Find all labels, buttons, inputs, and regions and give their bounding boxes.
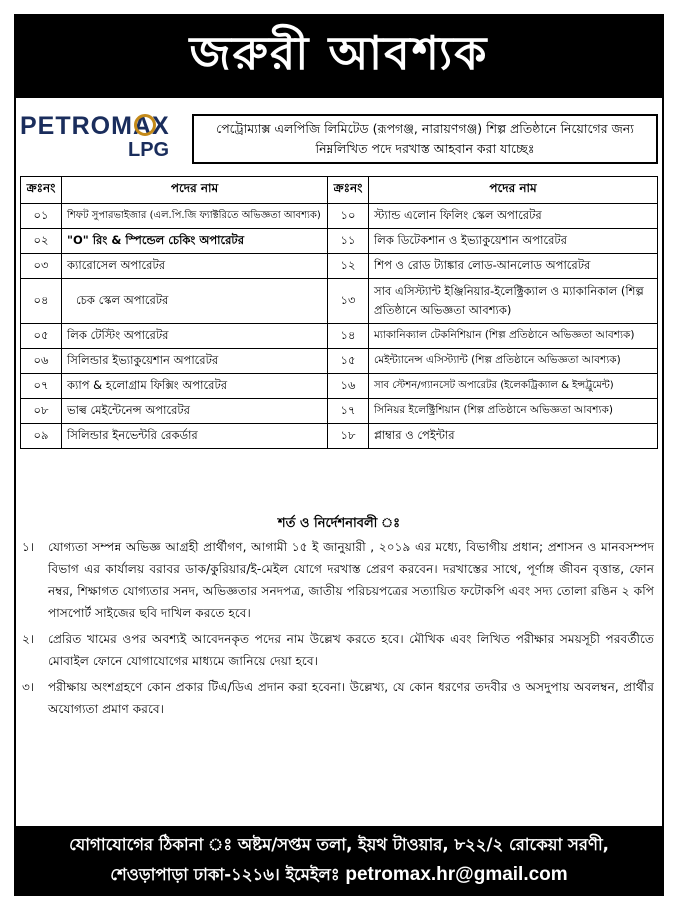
position-cell: "O" রিং & স্পিন্ডেল চেকিং অপারেটর bbox=[62, 229, 328, 254]
position-cell: শিফট সুপারভাইজার (এল.পি.জি ফ্যাক্টরিতে অভিজ্ঞতা আবশ্যক) bbox=[62, 204, 328, 229]
company-logo bbox=[20, 112, 188, 162]
sn-cell: ১৮ bbox=[328, 424, 369, 449]
conditions-title: শর্ত ও নির্দেশনাবলী ঃ bbox=[277, 516, 401, 531]
table-row bbox=[21, 254, 658, 279]
header-sn-left: ক্রঃনং bbox=[21, 177, 62, 204]
table-row bbox=[21, 279, 658, 324]
condition-text: পরীক্ষায় অংশগ্রহণে কোন প্রকার টিএ/ডিএ প্রদান করা হবেনা। উল্লেখ্য, যে কোন ধরণের তদবীর ও অসদুপায় অবলম্বন, প্রার্থীর অযোগ্যতা প্রমাণ করবে। bbox=[48, 680, 654, 716]
position-cell: ক্যারোসেল অপারেটর bbox=[62, 254, 328, 279]
position-cell: লিক টেস্টিং অপারেটর bbox=[62, 324, 328, 349]
contact-address-line: যোগাযোগের ঠিকানা ঃ অষ্টম/সপ্তম তলা, ইয়থ টাওয়ার, ৮২২/২ রোকেয়া সরণী, bbox=[69, 835, 609, 854]
table-row bbox=[21, 204, 658, 229]
sn-cell: ০৩ bbox=[21, 254, 62, 279]
header-banner bbox=[16, 16, 662, 98]
conditions-list bbox=[22, 536, 654, 724]
position-cell: সিলিন্ডার ইভ্যাকুয়েশান অপারেটর bbox=[62, 349, 328, 374]
sn-cell: ১৬ bbox=[328, 374, 369, 399]
table-row bbox=[21, 349, 658, 374]
sn-cell: ১০ bbox=[328, 204, 369, 229]
sn-cell: ১৫ bbox=[328, 349, 369, 374]
table-row bbox=[21, 374, 658, 399]
contact-email-link[interactable]: petromax.hr@gmail.com bbox=[345, 864, 568, 885]
position-cell: সাব এসিস্ট্যান্ট ইঞ্জিনিয়ার-ইলেক্ট্রিক্যাল ও ম্যাকানিকাল (শিল্প প্রতিষ্ঠানে অভিজ্ঞতা আবশ্যক) bbox=[369, 279, 658, 324]
sn-cell: ১৩ bbox=[328, 279, 369, 324]
position-cell: চেক স্কেল অপারেটর bbox=[62, 279, 328, 324]
condition-item bbox=[22, 536, 654, 624]
sn-cell: ০২ bbox=[21, 229, 62, 254]
table-header-row bbox=[21, 177, 658, 204]
table-row bbox=[21, 424, 658, 449]
logo-main-text: PETROMAX bbox=[20, 112, 170, 140]
condition-number: ২। bbox=[22, 632, 35, 646]
sn-cell: ০৪ bbox=[21, 279, 62, 324]
sn-cell: ১২ bbox=[328, 254, 369, 279]
condition-text: যোগ্যতা সম্পন্ন অভিজ্ঞ আগ্রহী প্রার্থীগণ, আগামী ১৫ ই জানুয়ারী , ২০১৯ এর মধ্যে, বিভাগীয় প্রধান; প্রশাসন ও মানবসম্পদ বিভাগ এর কার্যালয় বরাবর ডাক/কুরিয়ার/ই-মেইল যোগে দরখাস্ত প্রেরণ করবেন। দরখাস্তের সাথে, পূর্ণাঙ্গ জীবন বৃত্তান্ত, ফোন নম্বর, শিক্ষাগত যোগ্যতার সনদ, অভিজ্ঞতার সনদপত্র, জাতীয় পরিচয়পত্রের সত্যায়িত ফটোকপি এবং সদ্য তোলা রঙিন ২ কপি পাসপোর্ট সাইজের ছবি দাখিল করতে হবে। bbox=[48, 540, 654, 620]
condition-number: ৩। bbox=[22, 680, 35, 694]
contact-footer bbox=[16, 826, 662, 894]
position-cell: ক্যাপ & হলোগ্রাম ফিক্সিং অপারেটর bbox=[62, 374, 328, 399]
position-cell: সিনিয়র ইলেক্ট্রিশিয়ান (শিল্প প্রতিষ্ঠানে অভিজ্ঞতা আবশ্যক) bbox=[369, 399, 658, 424]
contact-city-label: শেওড়াপাড়া ঢাকা-১২১৬। ইমেইলঃ bbox=[110, 865, 340, 884]
intro-text: পেট্রোম্যাক্স এলপিজি লিমিটেড (রূপগঞ্জ, নারায়ণগঞ্জ) শিল্প প্রতিষ্ঠানে নিয়োগের জন্য নিম্নলিখিত পদে দরখাস্ত আহবান করা যাচ্ছেঃ bbox=[192, 114, 658, 164]
header-name-left: পদের নাম bbox=[62, 177, 328, 204]
condition-number: ১। bbox=[22, 540, 35, 554]
logo-sub-text: LPG bbox=[128, 139, 170, 161]
sn-cell: ১১ bbox=[328, 229, 369, 254]
sn-cell: ০৬ bbox=[21, 349, 62, 374]
sn-cell: ১৪ bbox=[328, 324, 369, 349]
table-row bbox=[21, 399, 658, 424]
positions-table bbox=[20, 176, 658, 449]
sn-cell: ০৯ bbox=[21, 424, 62, 449]
sn-cell: ০৭ bbox=[21, 374, 62, 399]
condition-item bbox=[22, 676, 654, 720]
position-cell: ভাল্ব মেইন্টেনেন্স অপারেটর bbox=[62, 399, 328, 424]
position-cell: স্ট্যান্ড এলোন ফিলিং স্কেল অপারেটর bbox=[369, 204, 658, 229]
condition-text: প্রেরিত খামের ওপর অবশ্যই আবেদনকৃত পদের নাম উল্লেখ করতে হবে। মৌখিক এবং লিখিত পরীক্ষার সময়সূচী পরবর্তীতে মোবাইল ফোনে যোগাযোগের মাধ্যমে জানিয়ে দেয়া হবে। bbox=[48, 632, 654, 668]
sn-cell: ০১ bbox=[21, 204, 62, 229]
condition-item bbox=[22, 628, 654, 672]
sn-cell: ১৭ bbox=[328, 399, 369, 424]
company-section bbox=[18, 106, 658, 168]
contact-second-line bbox=[16, 860, 662, 890]
sn-cell: ০৮ bbox=[21, 399, 62, 424]
position-cell: প্লাম্বার ও পেইন্টার bbox=[369, 424, 658, 449]
position-cell: লিক ডিটেকশান ও ইভ্যাকুয়েশান অপারেটর bbox=[369, 229, 658, 254]
sn-cell: ০৫ bbox=[21, 324, 62, 349]
logo-ring-icon bbox=[134, 114, 156, 136]
table-row bbox=[21, 229, 658, 254]
position-cell: সাব স্টেশন/গ্যানসেট অপারেটর (ইলেকট্রিক্যাল & ইন্সট্রুমেন্ট) bbox=[369, 374, 658, 399]
table-row bbox=[21, 324, 658, 349]
header-sn-right: ক্রঃনং bbox=[328, 177, 369, 204]
position-cell: মেইন্ট্যানেন্স এসিস্ট্যান্ট (শিল্প প্রতিষ্ঠানে অভিজ্ঞতা আবশ্যক) bbox=[369, 349, 658, 374]
header-name-right: পদের নাম bbox=[369, 177, 658, 204]
page-title: জরুরী আবশ্যক bbox=[189, 26, 489, 80]
position-cell: শিপ ও রোড ট্যাঙ্কার লোড-আনলোড অপারেটর bbox=[369, 254, 658, 279]
position-cell: সিলিন্ডার ইনভেন্টরি রেকর্ডার bbox=[62, 424, 328, 449]
position-cell: ম্যাকানিক্যাল টেকনিশিয়ান (শিল্প প্রতিষ্ঠানে অভিজ্ঞতা আবশ্যক) bbox=[369, 324, 658, 349]
